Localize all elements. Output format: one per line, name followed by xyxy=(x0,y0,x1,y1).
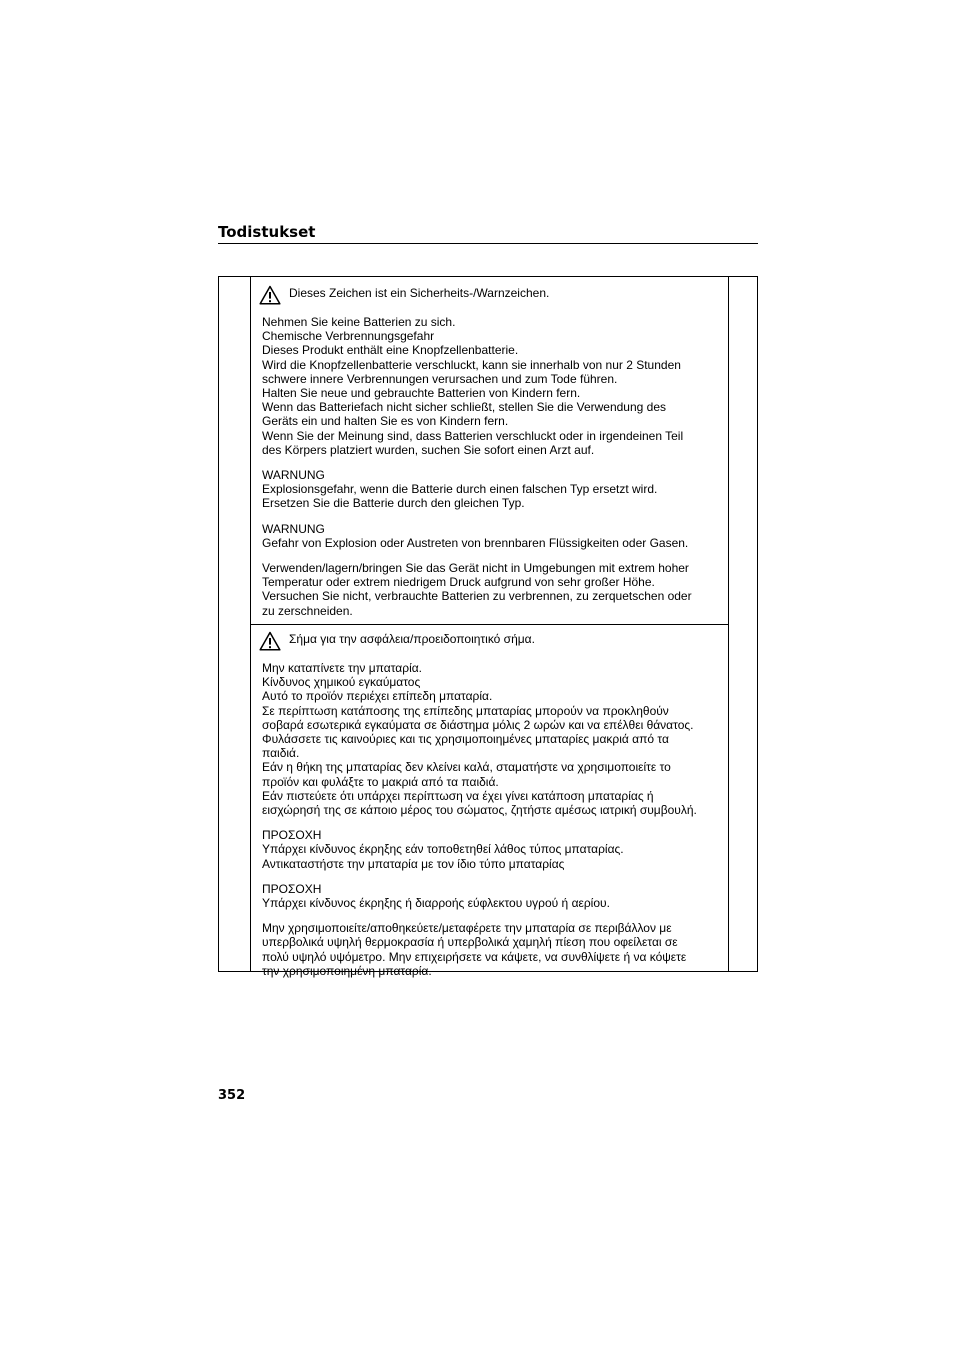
german-text-line: Verwenden/lagern/bringen Sie das Gerät nicht in Umgebungen mit extrem hoher xyxy=(262,561,689,576)
german-text-line: Versuchen Sie nicht, verbrauchte Batterien zu verbrennen, zu zerquetschen oder xyxy=(262,589,692,604)
greek-text-line: Αυτό το προϊόν περιέχει επίπεδη μπαταρία. xyxy=(262,689,493,704)
title-divider xyxy=(218,243,758,244)
greek-paragraph xyxy=(262,882,726,910)
german-text-line: Halten Sie neue und gebrauchte Batterien von Kindern fern. xyxy=(262,386,581,401)
greek-text-line: Κίνδυνος χημικού εγκαύματος xyxy=(262,675,421,690)
german-text-line: Gefahr von Explosion oder Austreten von brennbaren Flüssigkeiten oder Gasen. xyxy=(262,535,689,550)
german-text-line: Wenn das Batteriefach nicht sicher schließt, stellen Sie die Verwendung des xyxy=(262,400,667,415)
greek-text-line: Υπάρχει κίνδυνος έκρηξης ή διαρροής εύφλεκτου υγρού ή αερίου. xyxy=(262,896,610,911)
greek-paragraph xyxy=(262,661,726,817)
german-text-line: Wird die Knopfzellenbatterie verschluckt, kann sie innerhalb von nur 2 Stunden xyxy=(262,357,681,372)
german-paragraph xyxy=(262,522,726,550)
german-text-line: Dieses Produkt enthält eine Knopfzellenbatterie. xyxy=(262,343,519,358)
german-text-line: zu zerschneiden. xyxy=(262,603,353,618)
greek-text-line: Φυλάσσετε τις καινούριες και τις χρησιμοποιημένες μπαταρίες μακριά από τα xyxy=(262,732,669,747)
greek-paragraph xyxy=(262,921,726,978)
greek-heading: Σήμα για την ασφάλεια/προειδοποιητικό σήμα. xyxy=(289,632,535,646)
greek-text-line: υπερβολικά υψηλή θερμοκρασία ή υπερβολικά χαμηλή πίεση που οφείλεται σε xyxy=(262,935,678,950)
greek-text-line: Εάν η θήκη της μπαταρίας δεν κλείνει καλά, σταματήστε να χρησιμοποιείτε το xyxy=(262,760,671,775)
greek-text-line: Υπάρχει κίνδυνος έκρηξης εάν τοποθετηθεί λάθος τύπος μπαταρίας. xyxy=(262,842,624,857)
german-heading-row xyxy=(262,285,726,305)
warning-table xyxy=(218,276,758,978)
greek-text-line: σοβαρά εσωτερικά εγκαύματα σε διάστημα μόλις 2 ωρών και να επέλθει θάνατος. xyxy=(262,717,694,732)
german-text-line: Temperatur oder extrem niedrigem Druck aufgrund von sehr großer Höhe. xyxy=(262,575,655,590)
greek-text-line: ΠΡΟΣΟΧΗ xyxy=(262,881,322,896)
greek-warning-cell xyxy=(262,631,726,989)
german-text-line: Geräts ein und halten Sie es von Kindern fern. xyxy=(262,414,509,429)
section-title: Todistukset xyxy=(218,223,316,241)
german-paragraph xyxy=(262,315,726,457)
warning-triangle-icon xyxy=(259,631,281,651)
greek-text-line: την χρησιμοποιημένη μπαταρία. xyxy=(262,963,432,978)
greek-text-line: πολύ υψηλό υψόμετρο. Μην επιχειρήσετε να κάψετε, να συνθλίψετε ή να κόψετε xyxy=(262,949,687,964)
german-text-line: Chemische Verbrennungsgefahr xyxy=(262,329,435,344)
german-text-line: Wenn Sie der Meinung sind, dass Batterien verschluckt oder in irgendeinen Teil xyxy=(262,428,684,443)
greek-text-line: παιδιά. xyxy=(262,746,300,761)
german-paragraph xyxy=(262,561,726,618)
german-text-line: WARNUNG xyxy=(262,521,325,536)
greek-text-line: Μην χρησιμοποιείτε/αποθηκεύετε/μεταφέρετε την μπαταρία σε περιβάλλον με xyxy=(262,921,672,936)
greek-text-line: ΠΡΟΣΟΧΗ xyxy=(262,828,322,843)
german-paragraph xyxy=(262,468,726,511)
warning-triangle-icon xyxy=(259,285,281,305)
page-number: 352 xyxy=(218,1088,246,1103)
greek-text-line: Εάν πιστεύετε ότι υπάρχει περίπτωση να έχει γίνει κατάποση μπαταρίας ή xyxy=(262,788,654,803)
german-text-line: Ersetzen Sie die Batterie durch den gleichen Typ. xyxy=(262,496,525,511)
german-text-line: WARNUNG xyxy=(262,468,325,483)
german-heading: Dieses Zeichen ist ein Sicherheits-/Warnzeichen. xyxy=(289,286,550,300)
greek-paragraph xyxy=(262,828,726,871)
greek-text-line: Αντικαταστήστε την μπαταρία με τον ίδιο τύπο μπαταρίας xyxy=(262,856,565,871)
greek-text-line: εισχώρησή της σε κάποιο μέρος του σώματος, ζητήστε αμέσως ιατρική συμβουλή. xyxy=(262,803,697,818)
german-text-line: Explosionsgefahr, wenn die Batterie durch einen falschen Typ ersetzt wird. xyxy=(262,482,658,497)
german-text-line: schwere innere Verbrennungen verursachen und zum Tode führen. xyxy=(262,371,618,386)
greek-heading-row xyxy=(262,631,726,651)
german-text-line: Nehmen Sie keine Batterien zu sich. xyxy=(262,315,456,329)
german-warning-cell xyxy=(262,285,726,629)
greek-body xyxy=(262,661,726,978)
german-body xyxy=(262,315,726,618)
german-text-line: des Körpers platziert wurden, suchen Sie sofort einen Arzt auf. xyxy=(262,442,595,457)
greek-text-line: προϊόν και φυλάξτε το μακριά από τα παιδιά. xyxy=(262,774,499,789)
greek-text-line: Σε περίπτωση κατάποσης της επίπεδης μπαταρίας μπορούν να προκληθούν xyxy=(262,703,669,718)
greek-text-line: Μην καταπίνετε την μπαταρία. xyxy=(262,661,423,675)
